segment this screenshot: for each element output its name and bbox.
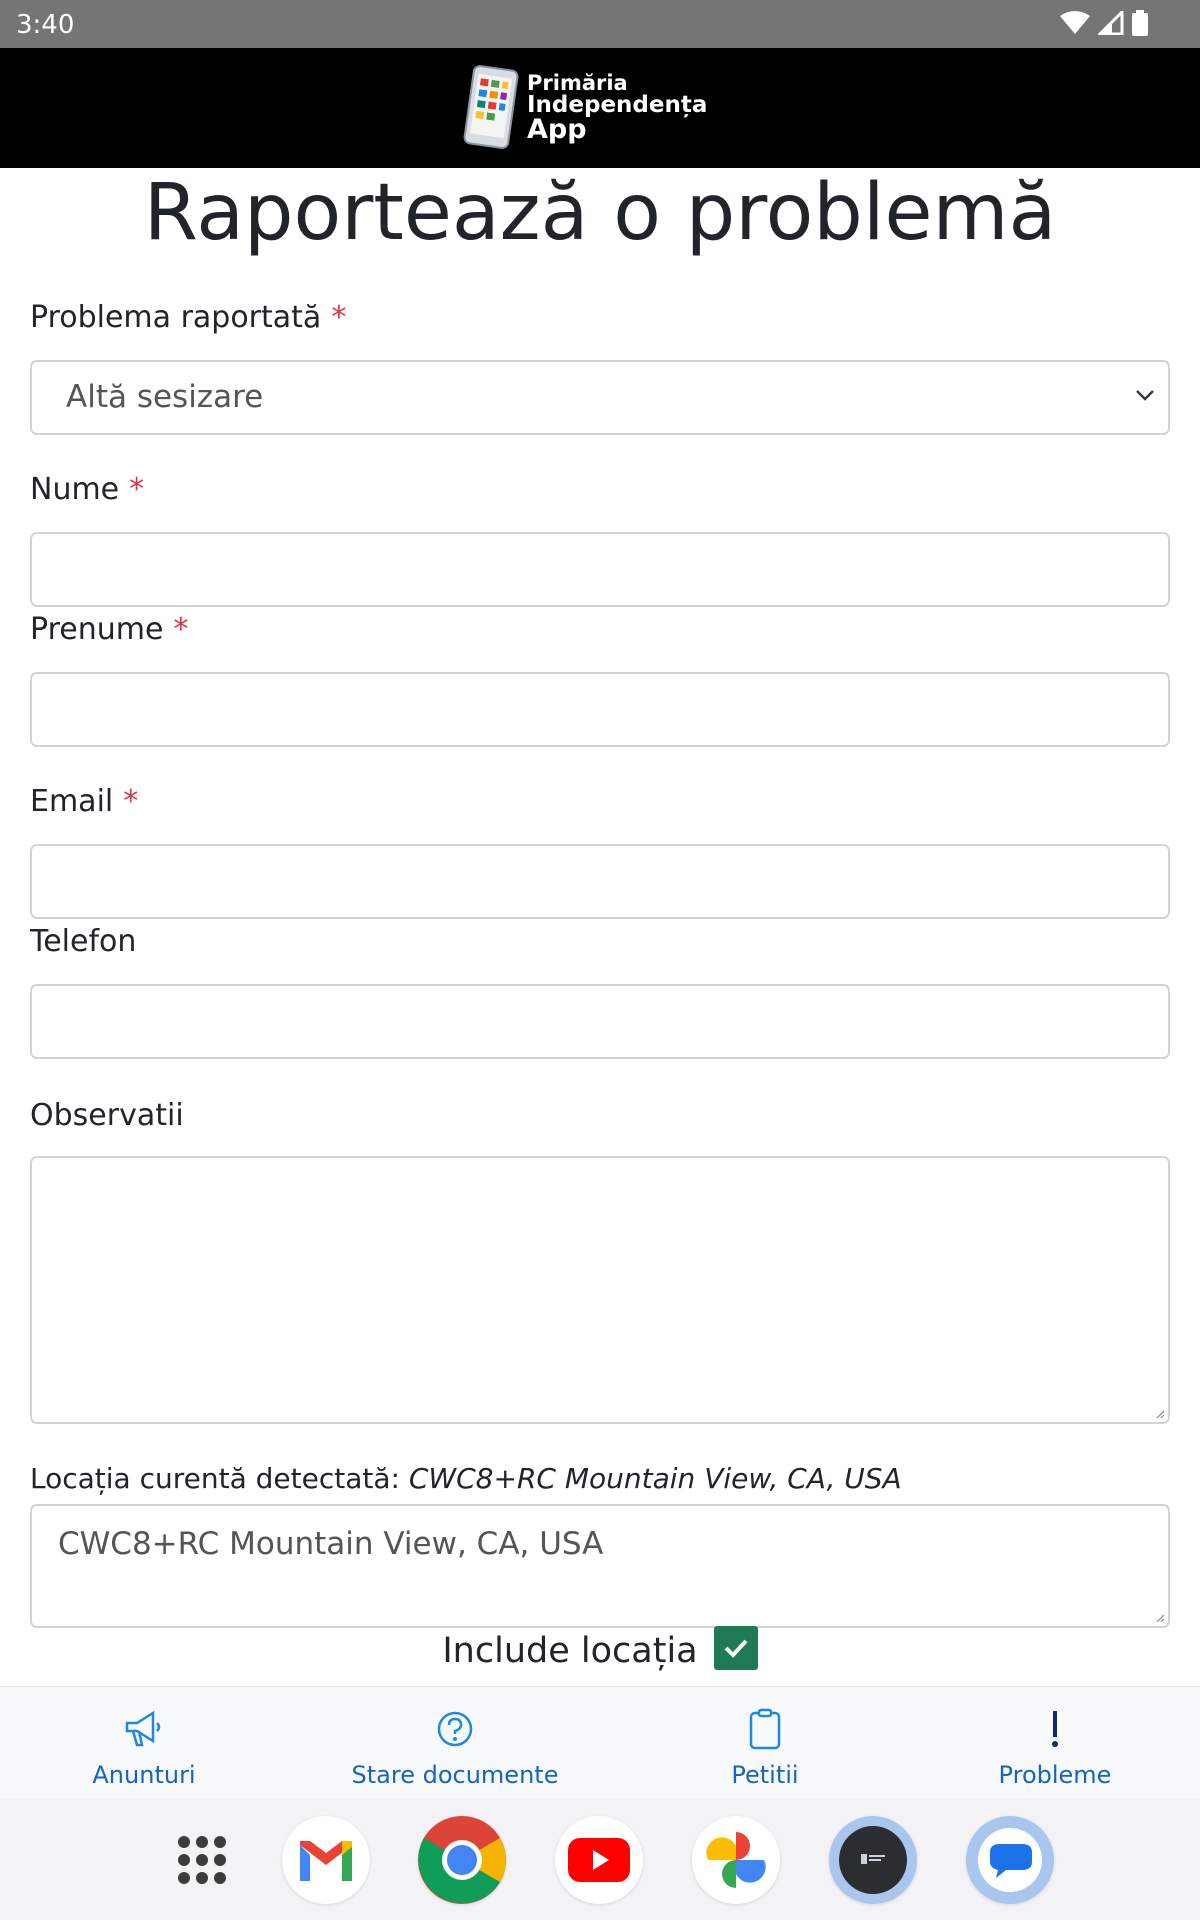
prenume-input[interactable]	[30, 672, 1170, 747]
nav-label-petitii: Petitii	[731, 1761, 799, 1789]
required-mark: *	[123, 784, 139, 819]
exclamation-icon	[1048, 1709, 1062, 1749]
logo-text	[527, 72, 707, 144]
location-textarea[interactable]	[30, 1504, 1170, 1628]
resize-grip-icon[interactable]	[1155, 1613, 1165, 1623]
app-logo	[459, 58, 709, 158]
app-header	[0, 48, 1200, 168]
email-label	[30, 784, 138, 819]
status-time: 3:40	[16, 10, 75, 40]
problem-label-text: Problema raportată	[30, 300, 322, 335]
chrome-icon[interactable]	[418, 1816, 506, 1904]
status-icons	[1060, 10, 1148, 36]
include-location-label: Include locația	[442, 1631, 698, 1671]
nav-label-anunturi: Anunturi	[92, 1761, 196, 1789]
email-input[interactable]	[30, 844, 1170, 919]
nav-item-probleme[interactable]	[990, 1707, 1120, 1789]
battery-icon	[1132, 10, 1148, 36]
include-location-checkbox[interactable]	[714, 1626, 758, 1670]
observatii-label: Observatii	[30, 1098, 184, 1133]
nume-label-text: Nume	[30, 472, 120, 507]
page-title: Raportează o problemă	[143, 168, 1057, 258]
telefon-label: Telefon	[30, 924, 137, 959]
resize-grip-icon[interactable]	[1155, 1409, 1165, 1419]
messages-icon[interactable]	[966, 1816, 1054, 1904]
location-detected: CWC8+RC Mountain View, CA, USA	[408, 1462, 902, 1495]
youtube-icon[interactable]	[555, 1816, 643, 1904]
clipboard-icon	[748, 1708, 782, 1750]
nav-item-stare-documente[interactable]	[340, 1707, 570, 1789]
app-dock	[0, 1798, 1200, 1920]
include-location-row	[0, 1630, 1200, 1674]
logo-line2: Independența	[527, 92, 708, 118]
question-circle-icon	[435, 1709, 475, 1749]
required-mark: *	[331, 300, 347, 335]
prenume-label-text: Prenume	[30, 612, 164, 647]
nav-label-stare-documente: Stare documente	[351, 1761, 559, 1789]
prenume-label	[30, 612, 188, 647]
telefon-input[interactable]	[30, 984, 1170, 1059]
cellular-signal-icon	[1098, 11, 1124, 35]
nume-label	[30, 472, 144, 507]
gmail-icon[interactable]	[282, 1816, 370, 1904]
email-label-text: Email	[30, 784, 114, 819]
phone-logo-icon	[459, 64, 523, 150]
chevron-down-icon	[1134, 388, 1156, 402]
nav-item-anunturi[interactable]	[84, 1707, 204, 1789]
nav-label-probleme: Probleme	[998, 1761, 1112, 1789]
location-value: CWC8+RC Mountain View, CA, USA	[58, 1526, 604, 1562]
nume-input[interactable]	[30, 532, 1170, 607]
app-drawer-icon[interactable]	[158, 1816, 246, 1904]
primaria-app-icon[interactable]	[829, 1816, 917, 1904]
status-bar	[0, 0, 1200, 48]
required-mark: *	[173, 612, 189, 647]
required-mark: *	[129, 472, 145, 507]
wifi-icon	[1060, 11, 1090, 35]
photos-icon[interactable]	[692, 1816, 780, 1904]
check-icon	[714, 1626, 758, 1670]
problem-label	[30, 300, 346, 335]
location-label	[30, 1462, 902, 1495]
location-label-text: Locația curentă detectată:	[30, 1462, 400, 1495]
megaphone-icon	[123, 1709, 165, 1749]
logo-line1: Primăria	[527, 71, 628, 95]
problem-select-value: Altă sesizare	[66, 379, 264, 415]
observatii-textarea[interactable]	[30, 1156, 1170, 1424]
nav-item-petitii[interactable]	[705, 1707, 825, 1789]
bottom-nav	[0, 1686, 1200, 1798]
logo-line3: App	[527, 114, 587, 145]
problem-select[interactable]	[30, 360, 1170, 435]
